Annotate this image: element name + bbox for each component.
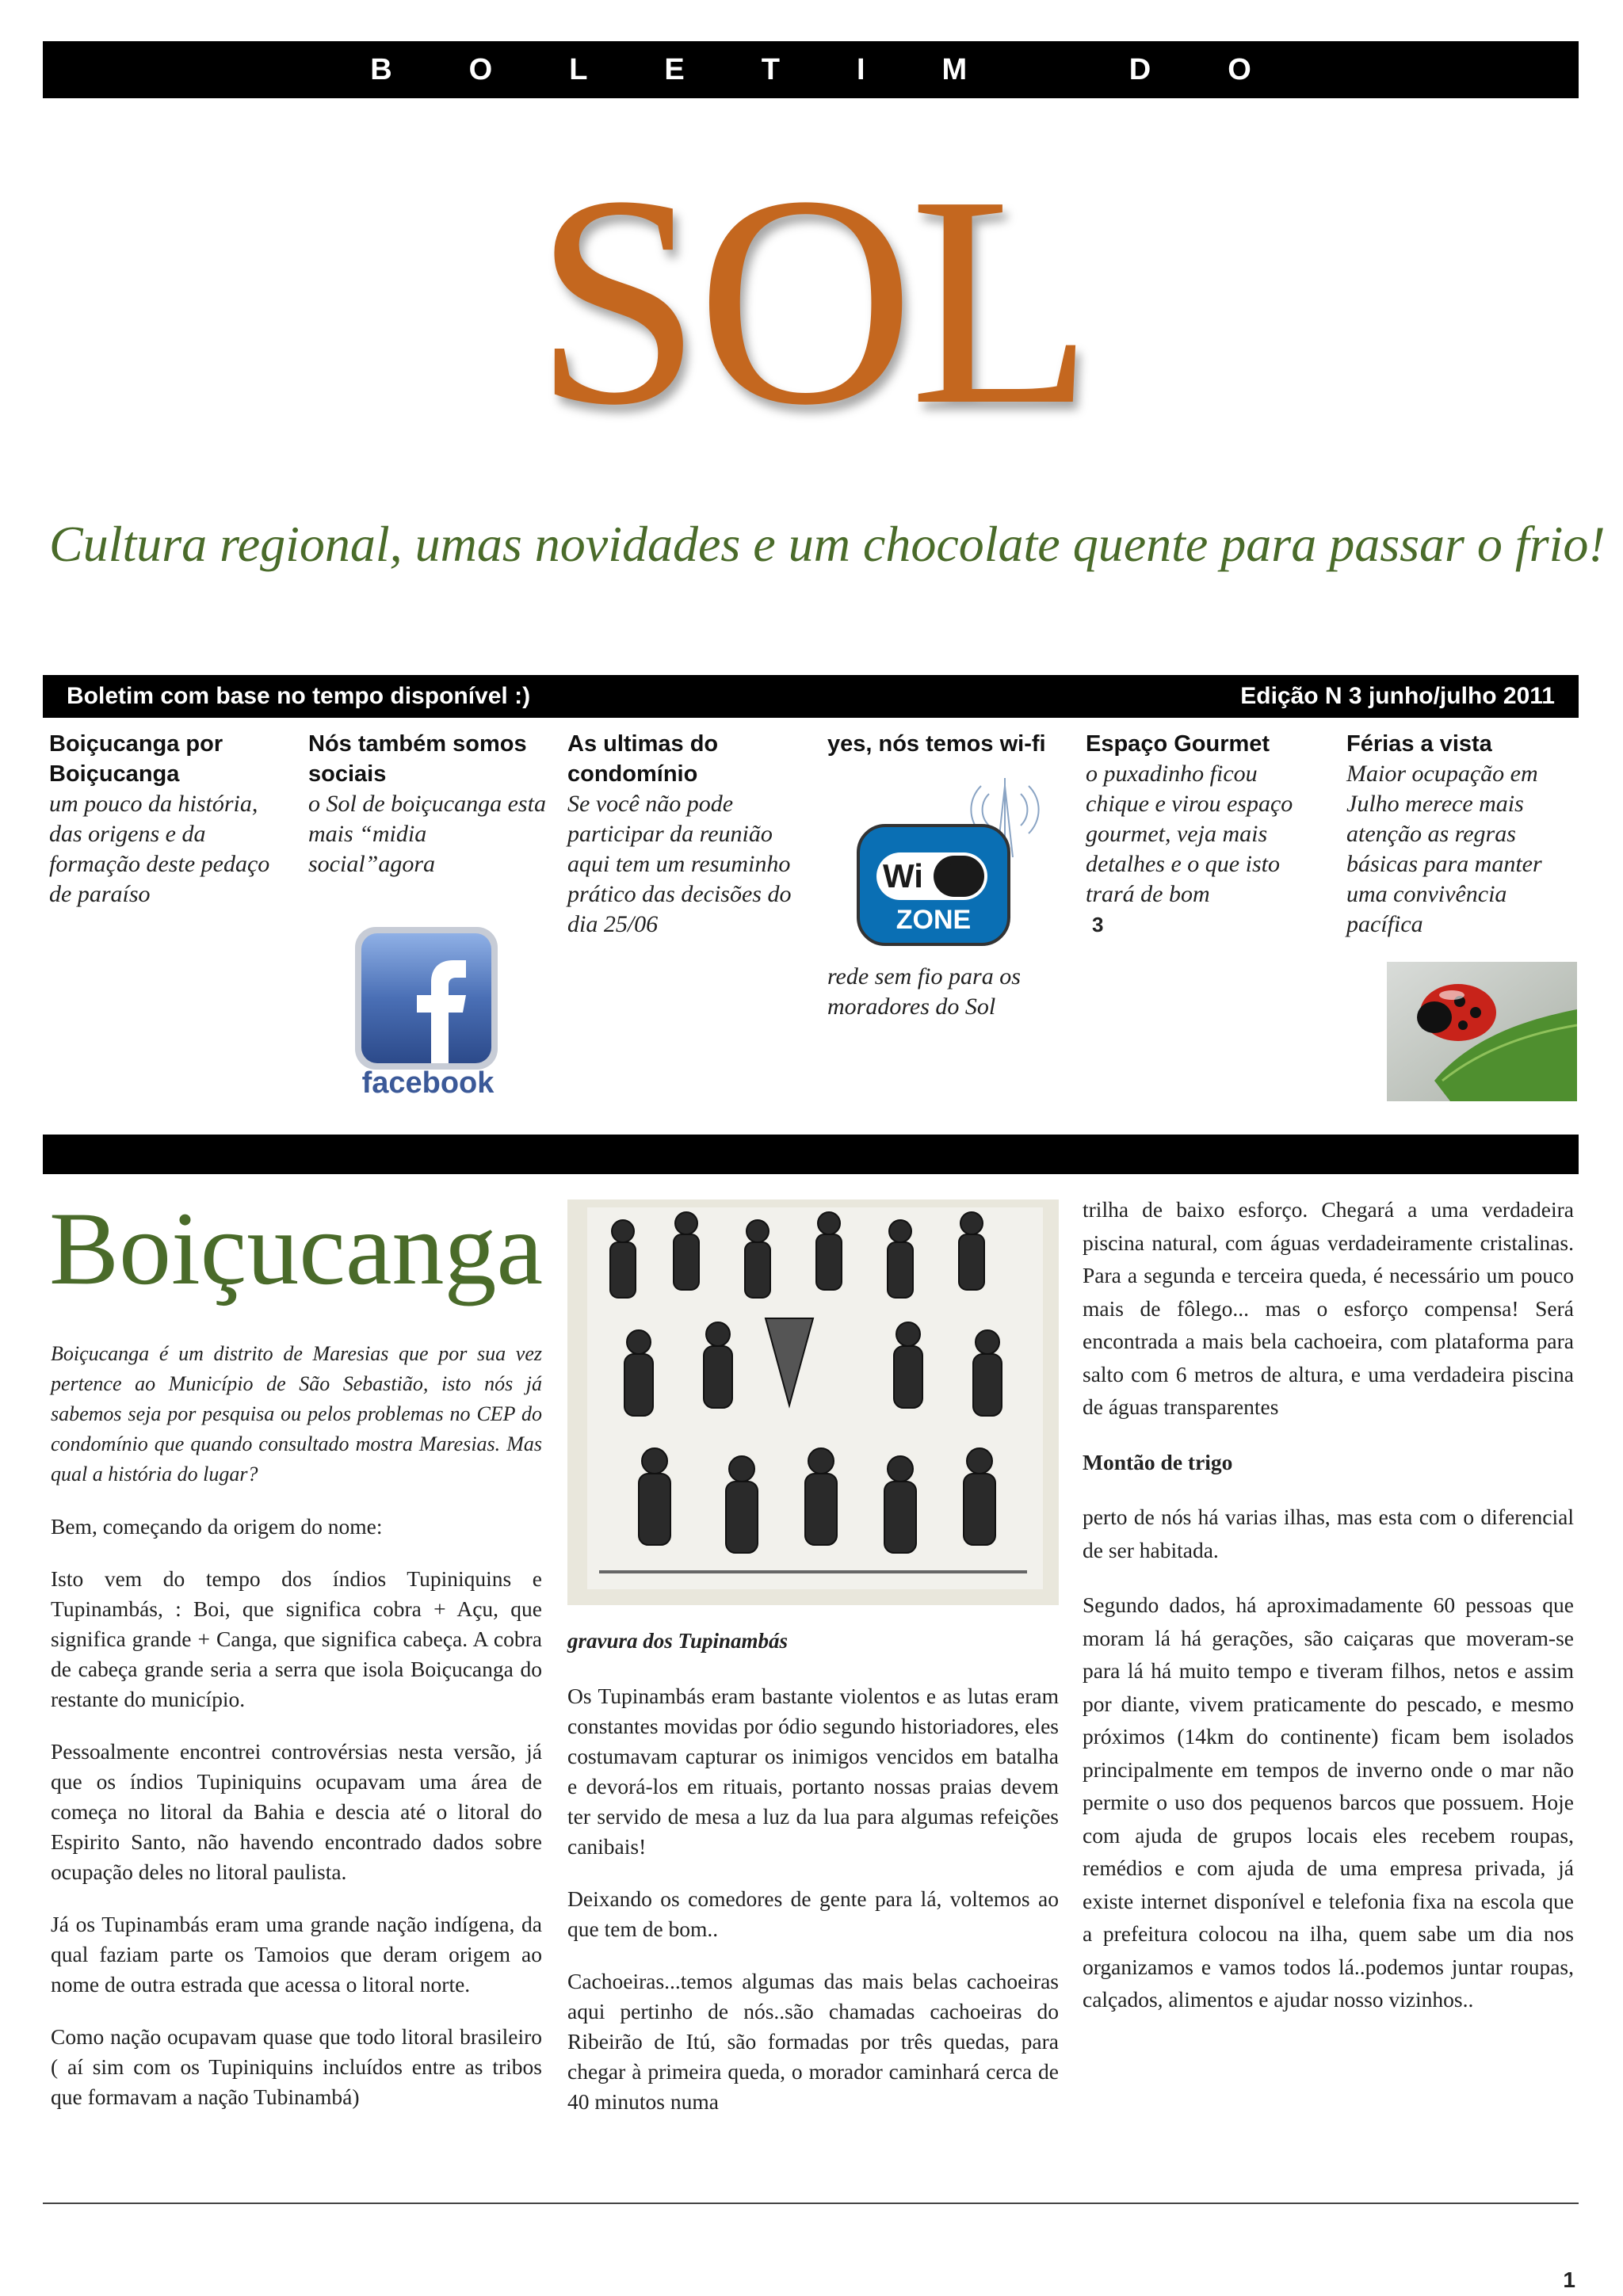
banner-text: BOLETIM DO (370, 52, 1328, 86)
teaser-social[interactable] (308, 729, 546, 879)
facebook-logo-label: facebook (361, 1066, 495, 1100)
teaser-title: As ultimas do condomínio (567, 731, 719, 787)
article-paragraph: Pessoalmente encontrei controvérsias nesta versão, já que os índios Tupiniquins ocupavam uma área de começa no litoral da Bahia e descia até o litoral do Espirito Santo, não havendo encontrado dados sobre ocupação deles no litoral paulista. (51, 1739, 542, 1884)
article-paragraph: perto de nós há varias ilhas, mas esta com o diferencial de ser habitada. (1083, 1505, 1574, 1562)
teaser-wifi-text (827, 962, 1065, 1022)
article-column-3 (1083, 1193, 1574, 2039)
teaser-title: Nós também somos sociais (308, 731, 527, 787)
teaser-text: Maior ocupação em Julho merece mais atenção as regras básicas para manter uma convivência pacífica (1346, 761, 1542, 937)
article-column-1 (51, 1339, 542, 2134)
teaser-title: yes, nós temos wi-fi (827, 731, 1046, 757)
edition-label: Edição N 3 junho/julho 2011 (1240, 683, 1555, 709)
teaser-title: Espaço Gourmet (1086, 731, 1270, 757)
article-heading: Boiçucanga (49, 1190, 544, 1306)
tagline: Cultura regional, umas novidades e um chocolate quente para passar o frio! (49, 516, 1606, 572)
article-paragraph: Cachoeiras...temos algumas das mais belas cachoeiras aqui pertinho de nós..são chamadas cachoeiras do Ribeirão de Itú, são formadas por três quedas, para chegar à primeira queda, o morador caminhará cerca de 40 minutos numa (567, 1969, 1059, 2114)
teaser-text: Se você não pode participar da reunião aqui tem um resuminho prático das decisões do dia 25/06 (567, 791, 792, 937)
article-paragraph: Segundo dados, há aproximadamente 60 pessoas que moram lá há gerações, são caiçaras que moveram-se para lá há muito tempo e tiveram filhos, netos e assim por diante, vivem praticamente do pescado, e mesmo próximos (14km do continente) ficam bem isolados principalmente em tempos de inverno onde o mar não permite o uso dos pequenos barcos que possuem. Hoje com ajuda de grupos locais eles recebem roupas, remédios e com ajuda de uma empresa privada, já existe internet disponível e telefonia fixa na escola que a prefeitura colocou na ilha, quem sabe um dia nos organizamos e vamos todos lá..podemos juntar roupas, calçados, alimentos e ajudar nosso vizinhos.. (1083, 1592, 1574, 2012)
teaser-boicucanga[interactable] (49, 729, 287, 910)
article-paragraph: trilha de baixo esforço. Chegará a uma verdadeira piscina natural, com águas verdadeiramente cristalinas. Para a segunda e terceira queda, é necessário um pouco mais de fôlego... mas o esforço compensa! Será encontrada a mais bela cachoeira, com plataforma para salto com 6 metros de altura, e uma verdadeira piscina de águas transparentes (1083, 1197, 1574, 1419)
article-paragraph: Já os Tupinambás eram uma grande nação indígena, da qual faziam parte os Tamoios que deram origem ao nome de outra estrada que acessa o litoral norte. (51, 1912, 542, 1997)
teaser-condominio[interactable] (567, 729, 805, 940)
article-column-2 (567, 1681, 1059, 2139)
facebook-logo-icon (349, 924, 507, 1106)
page-reference[interactable]: 3 (1092, 913, 1104, 936)
teaser-text: o puxadinho ficou chique e virou espaço gourmet, veja mais detalhes e o que isto trará de bom (1086, 761, 1293, 907)
article-paragraph: Os Tupinambás eram bastante violentos e as lutas eram constantes movidas por ódio segundo historiadores, eles costumavam capturar os inimigos vencidos em batalha e devorá-los em rituais, portanto nossas praias devem ter servido de mesa a luz da lua para algumas refeições canibais! (567, 1684, 1059, 1859)
wifi-logo-zone: ZONE (896, 905, 972, 935)
section-divider-bar (43, 1135, 1579, 1174)
teaser-text: rede sem fio para os moradores do Sol (827, 963, 1021, 1020)
info-bar-left: Boletim com base no tempo disponível :) (67, 683, 531, 709)
teaser-title: Boiçucanga por Boiçucanga (49, 731, 223, 787)
footer-rule (43, 2203, 1579, 2204)
ladybug-photo (1387, 962, 1577, 1101)
info-bar (43, 675, 1579, 718)
teaser-ferias[interactable] (1346, 729, 1584, 940)
wifi-zone-logo-icon (854, 770, 1044, 952)
wifi-logo-text: Wi Fi (883, 857, 978, 894)
article-intro: Boiçucanga é um distrito de Maresias que por sua vez pertence ao Município de São Sebastião, isto nós já sabemos seja por pesquisa ou pelos problemas no CEP do condomínio que quando consultado mostra Maresias. Mas qual a história do lugar? (51, 1342, 542, 1486)
teaser-wifi[interactable] (827, 729, 1065, 759)
teaser-text: o Sol de boiçucanga esta mais “midia social”agora (308, 791, 546, 877)
teaser-title: Férias a vista (1346, 731, 1492, 757)
newsletter-title: SOL (534, 134, 1089, 467)
page-number: 1 (1563, 2267, 1575, 2292)
article-paragraph: Como nação ocupavam quase que todo litoral brasileiro ( aí sim com os Tupiniquins incluídos entre as tribos que formavam a nação Tubinambá) (51, 2024, 542, 2109)
teaser-gourmet[interactable] (1086, 729, 1323, 940)
image-caption: gravura dos Tupinambás (567, 1629, 789, 1653)
teaser-text: um pouco da história, das origens e da formação deste pedaço de paraíso (49, 791, 270, 907)
article-paragraph: Deixando os comedores de gente para lá, voltemos ao que tem de bom.. (567, 1886, 1059, 1941)
article-subheading: Montão de trigo (1083, 1449, 1233, 1474)
tupinamba-engraving-image (567, 1199, 1059, 1605)
header-banner (43, 41, 1579, 98)
article-paragraph: Isto vem do tempo dos índios Tupiniquins e Tupinambás, : Boi, que significa cobra + Açu, que significa grande + Canga, que significa cabeça. A cobra de cabeça grande seria a serra que isola Boiçucanga do restante do município. (51, 1566, 542, 1711)
article-paragraph: Bem, começando da origem do nome: (51, 1514, 383, 1539)
